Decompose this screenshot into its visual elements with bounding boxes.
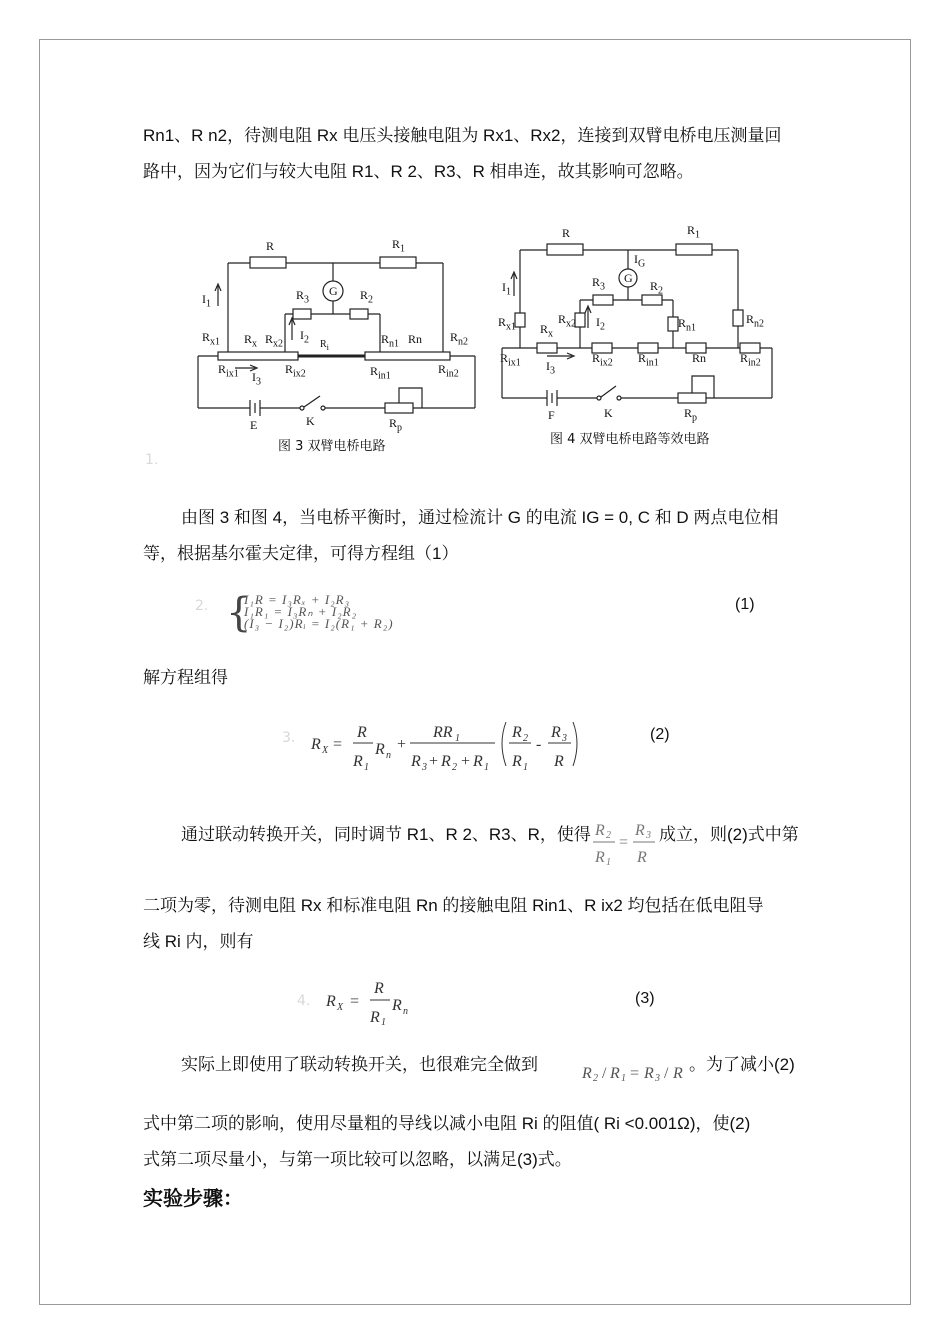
svg-text:+: + [461,753,471,770]
svg-text:n: n [403,1006,408,1017]
svg-text:2: 2 [593,1073,598,1084]
paragraph-thick-wire: 式中第二项的影响，使用尽量粗的导线以减小电阻 Ri 的阻值( Ri <0.001Ω)，使(2) 式第二项尽量小，与第一项比较可以忽略，以满足(3)式。 [143,1114,751,1169]
svg-text:R: R [353,753,363,770]
svg-text:1: 1 [484,762,489,773]
svg-text:R: R [595,822,605,839]
equation-3-number: (3) [635,990,655,1007]
fig3-label-Rix1: $R_{ix1}$ [218,362,239,380]
inline-ratio-equation [591,816,659,868]
svg-text:1: 1 [606,857,611,868]
svg-text:R: R [551,724,561,741]
fig3-label-I2: $I_2$ [300,328,309,346]
fig4-label-IG: $I_G$ [634,252,646,270]
svg-text:3: 3 [655,1073,660,1084]
fig4-label-F: F [548,408,555,422]
svg-text:n: n [386,750,391,761]
inline-ratio-equation-2 [580,1060,692,1086]
fig3-label-R2: $R_2$ [360,288,374,306]
svg-text:=: = [619,834,629,851]
svg-text:R: R [673,1065,683,1082]
equation-2-formula [305,712,595,774]
svg-text:X: X [337,1002,344,1013]
list-marker-1: 1. [145,452,159,468]
svg-text:X: X [322,745,329,756]
svg-text:R: R [441,753,451,770]
svg-text:R: R [326,993,336,1010]
svg-text:3: 3 [422,762,427,773]
svg-text:+: + [429,753,439,770]
fig4-label-I3: $I_3$ [546,359,555,377]
fig4-label-R1: $R_1$ [687,223,701,241]
svg-text:R: R [610,1065,620,1082]
svg-text:=: = [630,1065,640,1082]
fig4-label-Rx2: $R_{x2}$ [558,312,577,330]
fig4-label-Rn1: $R_{n1}$ [678,316,697,334]
fig4-label-Rin1: $R_{in1}$ [638,351,659,369]
paragraph-intro: Rn1、R n2，待测电阻 Rx 电压头接触电阻为 Rx1、Rx2，连接到双臂电桥电压测量回 路中，因为它们与较大电阻 R1、R 2、R3、R 相串连，故其影响可忽略。 [143,126,782,181]
fig4-label-R: R [562,226,571,240]
svg-text:=: = [333,736,343,753]
svg-text:R: R [512,724,522,741]
fig3-label-R3: $R_3$ [296,288,310,306]
fig4-label-K: K [604,406,613,420]
svg-text:R: R [370,1009,380,1026]
fig3-label-I3: $I_3$ [252,370,261,388]
fig3-label-G: G [329,284,338,298]
svg-text:-: - [536,736,542,753]
fig3-caption: 图 3 双臂电桥电路 [278,439,386,454]
svg-text:1: 1 [364,762,369,773]
fig4-label-Rx1: $R_{x1}$ [498,315,517,333]
list-marker-3: 3. [282,730,296,746]
equation-2-number: (2) [650,726,670,743]
figure-3-circuit [190,228,480,458]
section-heading-experiment-steps: 实验步骤： [143,1188,243,1210]
list-marker-4: 4. [297,993,311,1009]
paragraph-second-term: 二项为零，待测电阻 Rx 和标准电阻 Rn 的接触电阻 Rin1、R ix2 均包括在低电阻导 线 Ri 内，则有 [143,896,764,951]
fig4-label-R3: $R_3$ [592,275,606,293]
svg-text:2: 2 [452,762,457,773]
svg-text:1: 1 [621,1073,626,1084]
equation-3-formula [322,974,422,1026]
fig3-label-Rx: $R_x$ [244,332,258,350]
svg-text:2: 2 [606,830,611,841]
svg-text:R: R [311,736,321,753]
fig3-label-Ri: $R_i$ [320,339,329,352]
svg-text:R: R [512,753,522,770]
svg-text:R: R [374,980,384,997]
paragraph-solve: 解方程组得 [143,668,228,687]
svg-text:2: 2 [523,733,528,744]
paragraph-balance: 由图 3 和图 4，当电桥平衡时，通过检流计 G 的电流 IG = 0, C 和 D 两点电位相 等，根据基尔霍夫定律，可得方程组（1） [143,508,779,563]
fig3-label-Rin2: $R_{in2}$ [438,362,459,380]
svg-text:3: 3 [562,733,567,744]
fig3-label-Rin1: $R_{in1}$ [370,364,391,382]
svg-text:/: / [664,1065,669,1082]
fig4-label-I2: $I_2$ [596,315,605,333]
fig3-label-Rx2: $R_{x2}$ [265,332,284,350]
fig3-label-R: R [266,239,275,253]
fig4-label-R2: $R_2$ [650,279,664,297]
fig4-label-Rx: $R_x$ [540,322,554,340]
fig3-label-E: E [250,418,258,432]
svg-text:R: R [554,753,564,770]
svg-text:/: / [602,1065,607,1082]
svg-text:1: 1 [523,762,528,773]
svg-text:=: = [350,993,360,1010]
fig4-label-I1: $I_1$ [502,280,511,298]
fig3-label-Rn1: $R_{n1}$ [381,332,400,350]
eq1-row-1: I₁R = I₃Rₓ + I₂R₃ [244,594,351,607]
svg-text:R: R [582,1065,592,1082]
fig4-label-Rin2: $R_{in2}$ [740,351,761,369]
svg-text:1: 1 [455,733,460,744]
svg-text:R: R [635,822,645,839]
svg-text:R: R [644,1065,654,1082]
list-marker-2: 2. [195,598,209,614]
paragraph-practical: 实际上即使用了联动转换开关，也很难完全做到 R 2 / R 1 = R 3 / R 。为了减小(2) [181,1055,795,1084]
fig4-label-Rix1: $R_{ix1}$ [500,351,521,369]
svg-text:+: + [397,736,407,753]
fig3-label-Rn: Rn [408,332,423,346]
fig4-caption: 图 4 双臂电桥电路等效电路 [550,432,710,447]
fig4-label-Rn: Rn [692,351,707,365]
equation-1-number: (1) [735,596,755,613]
fig3-label-R1: $R_1$ [392,237,406,255]
fig3-label-Rx1: $R_{x1}$ [202,330,221,348]
svg-text:1: 1 [381,1017,386,1026]
fig3-label-Rp: $R_p$ [389,416,403,434]
svg-text:R: R [392,997,402,1014]
fig3-label-K: K [306,414,315,428]
fig3-label-I1: $I_1$ [202,292,211,310]
svg-text:R: R [411,753,421,770]
fig4-label-Rn2: $R_{n2}$ [746,312,765,330]
fig3-label-Rn2: $R_{n2}$ [450,330,469,348]
equation-1-system: { I₁R = I₃Rₓ + I₂R₃ I₁R₁ = I₃Rₙ + I₂R₂ (I₃ − I₂)Rᵢ = I₂(R₁ + R₂) [226,594,394,634]
svg-text:R: R [473,753,483,770]
fig4-label-G: G [624,271,633,285]
fig4-label-Rp: $R_p$ [684,406,698,424]
svg-text:3: 3 [646,830,651,841]
fig3-label-Rix2: $R_{ix2}$ [285,362,306,380]
svg-text:R: R [595,849,605,866]
fig4-label-Rix2: $R_{ix2}$ [592,351,613,369]
svg-text:RR: RR [433,724,453,741]
svg-text:R: R [357,724,367,741]
eq1-row-3: (I₃ − I₂)Rᵢ = I₂(R₁ + R₂) [244,616,394,631]
eq1-row-2: I₁R₁ = I₃Rₙ + I₂R₂ [244,604,358,619]
figure-4-equivalent-circuit [492,218,782,453]
svg-text:R: R [375,741,385,758]
svg-text:R: R [637,849,647,866]
paragraph-adjust: 通过联动转换开关，同时调节 R1、R 2、R3、R，使得 R 2 R 1 = R 3 R 成立，则(2)式中第 [143,814,813,874]
